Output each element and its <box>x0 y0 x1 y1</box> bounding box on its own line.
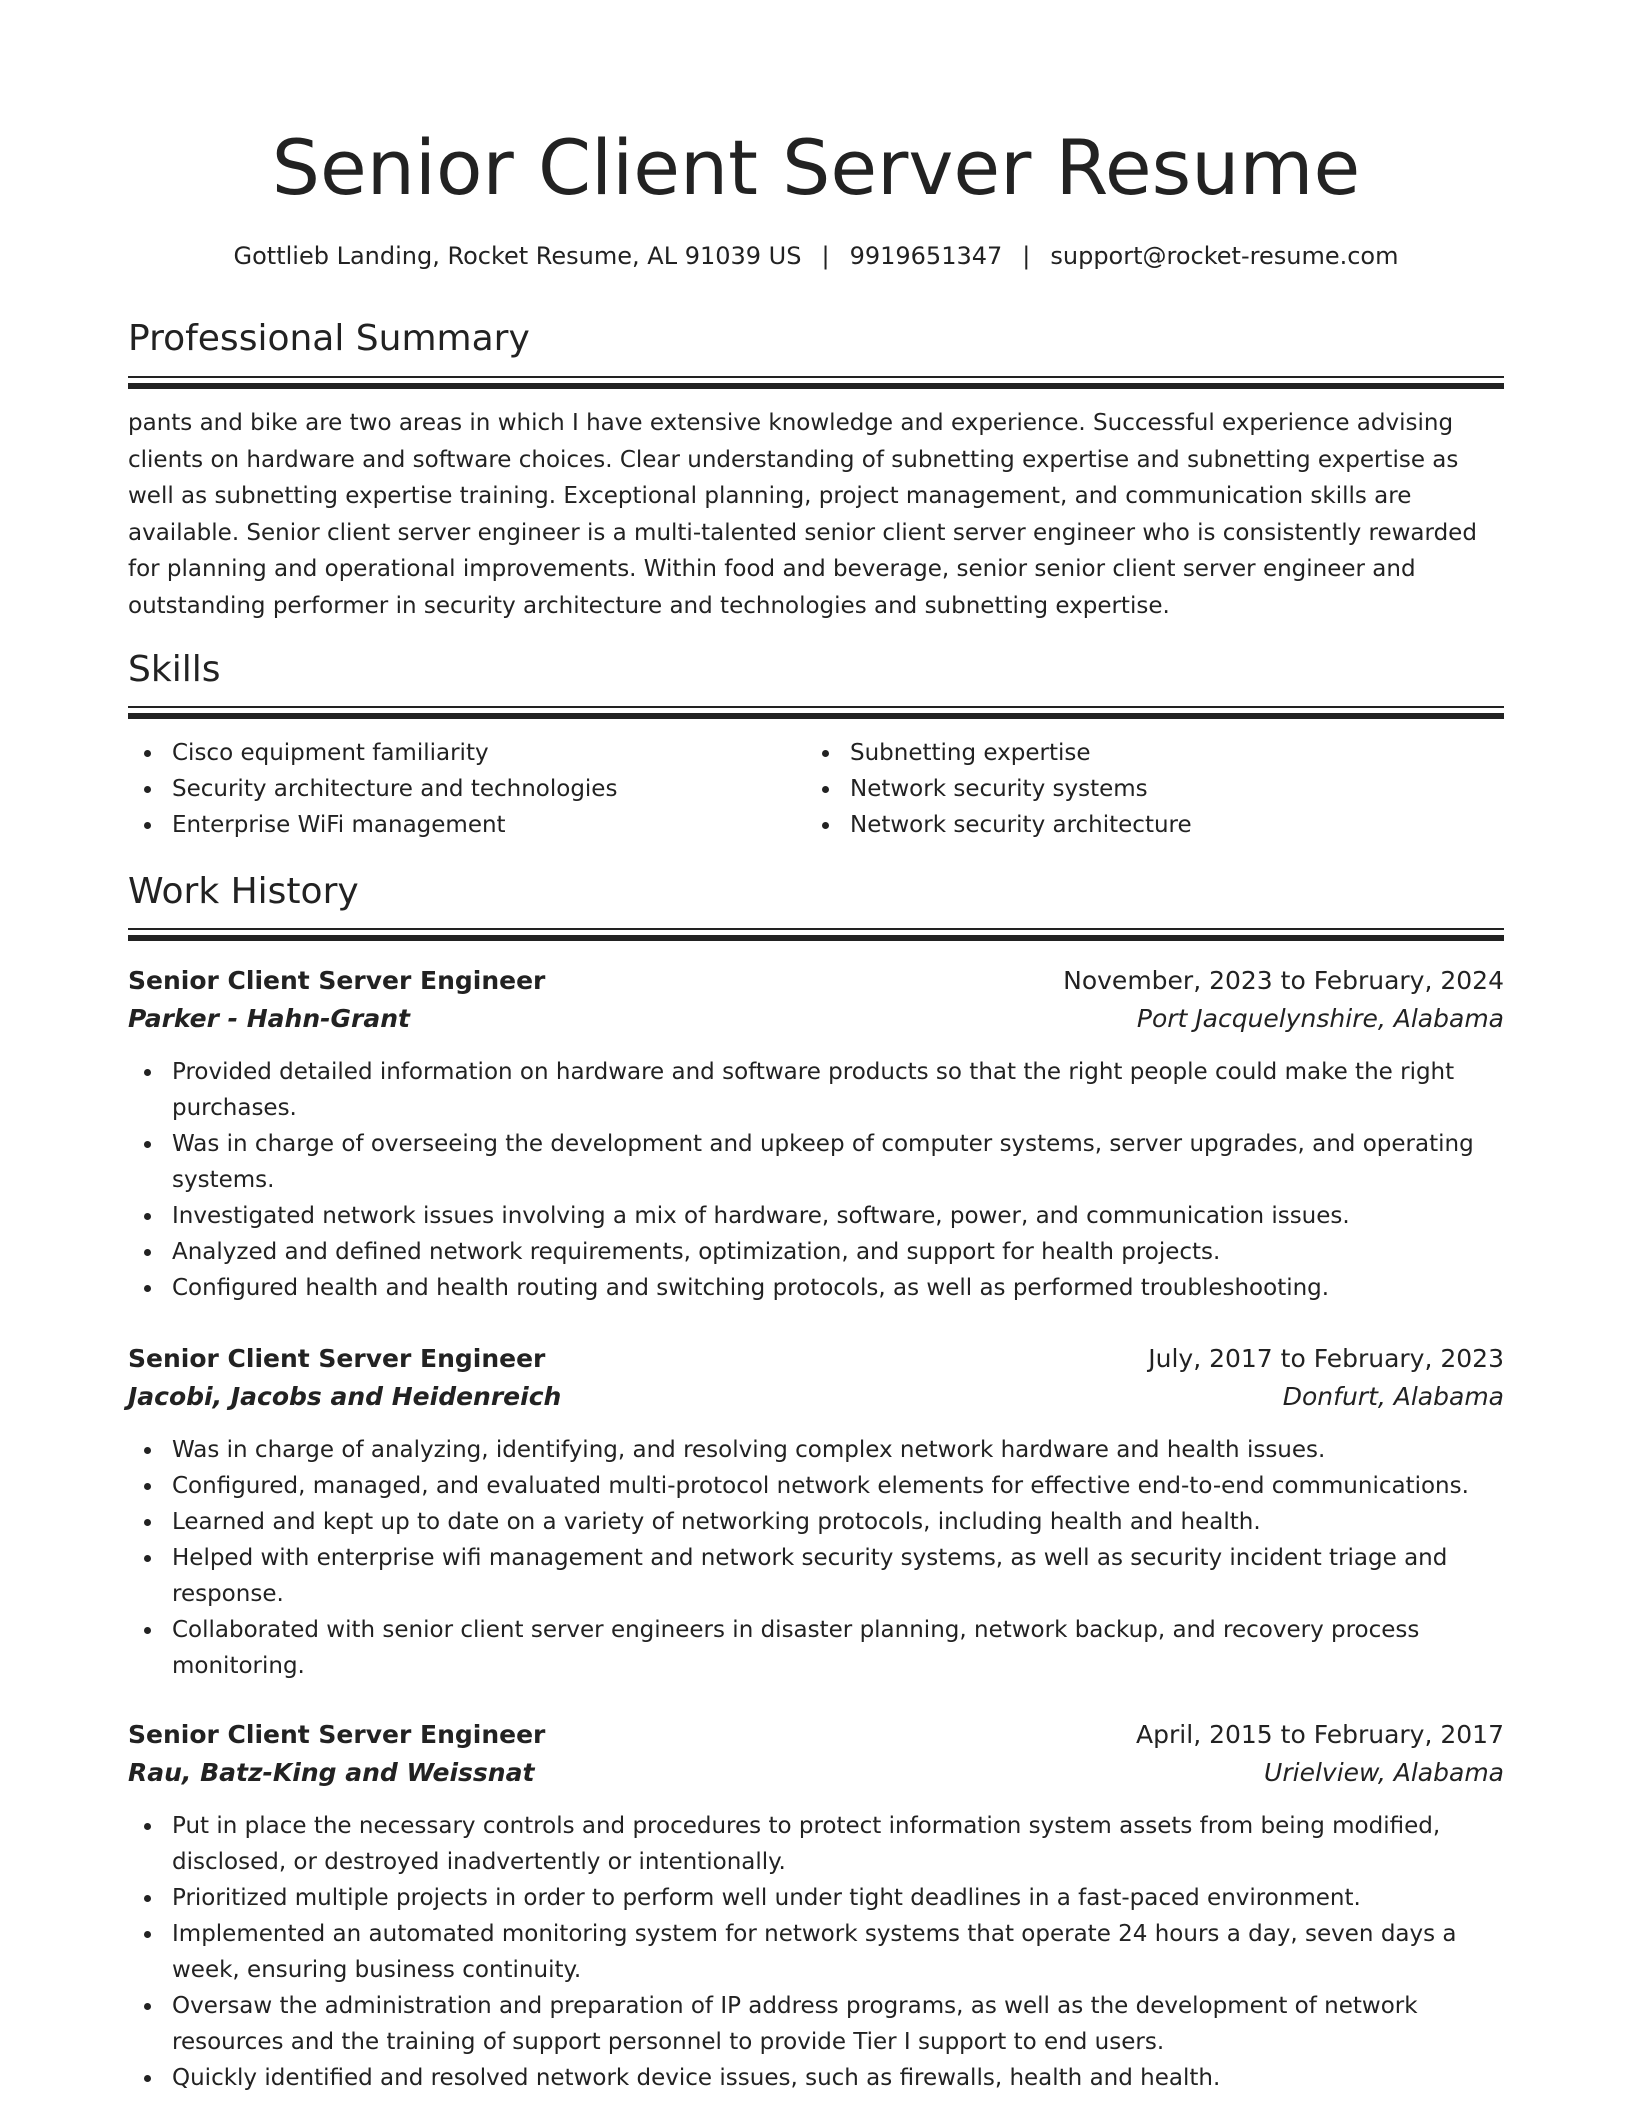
job-bullet: Was in charge of analyzing, identifying, and resolving complex network hardware and health issues. <box>128 1432 1504 1468</box>
job-entry <box>128 1716 1504 2096</box>
job-bullet-list <box>128 1054 1504 1306</box>
job-title: Senior Client Server Engineer <box>128 1720 546 1749</box>
section-heading-work: Work History <box>128 871 359 912</box>
job-bullet: Put in place the necessary controls and procedures to protect information system assets from being modified, disclosed, or destroyed inadvertently or intentionally. <box>128 1808 1504 1880</box>
job-bullet: Investigated network issues involving a mix of hardware, software, power, and communication issues. <box>128 1198 1504 1234</box>
job-bullet: Collaborated with senior client server engineers in disaster planning, network backup, and recovery process monitoring. <box>128 1612 1504 1684</box>
skills-list-left <box>128 735 788 843</box>
section-heading-summary: Professional Summary <box>128 318 530 359</box>
skill-item: Enterprise WiFi management <box>128 807 788 843</box>
job-bullet: Learned and kept up to date on a variety of networking protocols, including health and health. <box>128 1504 1504 1540</box>
contact-separator: | <box>821 242 830 270</box>
contact-separator: | <box>1022 242 1031 270</box>
job-company: Parker - Hahn-Grant <box>128 1004 410 1033</box>
job-dates: November, 2023 to February, 2024 <box>1063 966 1504 995</box>
job-dates: July, 2017 to February, 2023 <box>1148 1344 1504 1373</box>
skills-list-right <box>806 735 1486 843</box>
skill-item: Cisco equipment familiarity <box>128 735 788 771</box>
job-title: Senior Client Server Engineer <box>128 966 546 995</box>
summary-section <box>128 314 1504 364</box>
job-bullet-list <box>128 1808 1504 2096</box>
job-header-row <box>128 962 1504 1000</box>
skill-item: Network security systems <box>806 771 1486 807</box>
section-divider <box>128 706 1504 708</box>
job-location: Donfurt, Alabama <box>1282 1382 1504 1411</box>
job-bullet: Implemented an automated monitoring system for network systems that operate 24 hours a day, seven days a week, ensuring business continuity. <box>128 1916 1504 1988</box>
job-bullet: Helped with enterprise wifi management and network security systems, as well as security incident triage and response. <box>128 1540 1504 1612</box>
job-dates: April, 2015 to February, 2017 <box>1136 1720 1504 1749</box>
job-bullet: Configured health and health routing and switching protocols, as well as performed troubleshooting. <box>128 1270 1504 1306</box>
job-location: Port Jacquelynshire, Alabama <box>1136 1004 1504 1033</box>
work-section <box>128 867 1504 917</box>
job-company-row <box>128 1378 1504 1416</box>
job-bullet: Configured, managed, and evaluated multi-protocol network elements for effective end-to-end communications. <box>128 1468 1504 1504</box>
skill-item: Security architecture and technologies <box>128 771 788 807</box>
skills-section <box>128 645 1504 695</box>
contact-address: Gottlieb Landing, Rocket Resume, AL 91039 US <box>233 242 802 270</box>
job-company-row <box>128 1754 1504 1792</box>
job-company: Jacobi, Jacobs and Heidenreich <box>128 1382 562 1411</box>
job-entry <box>128 1340 1504 1684</box>
section-divider <box>128 376 1504 378</box>
job-bullet-list <box>128 1432 1504 1684</box>
job-bullet: Analyzed and defined network requirements, optimization, and support for health projects. <box>128 1234 1504 1270</box>
section-divider <box>128 928 1504 930</box>
contact-email: support@rocket-resume.com <box>1050 242 1399 270</box>
skill-item: Subnetting expertise <box>806 735 1486 771</box>
job-bullet: Provided detailed information on hardware and software products so that the right people could make the right purchases. <box>128 1054 1504 1126</box>
contact-line <box>128 236 1504 276</box>
resume-title: Senior Client Server Resume <box>271 123 1361 212</box>
job-bullet: Was in charge of overseeing the development and upkeep of computer systems, server upgrades, and operating systems. <box>128 1126 1504 1198</box>
contact-phone: 9919651347 <box>849 242 1003 270</box>
section-divider <box>128 935 1504 941</box>
summary-text: pants and bike are two areas in which I have extensive knowledge and experience. Successful experience advising clients on hardware and software choices. Clear understanding of subnetting expertise and subnetting expertise as well as subnetting expertise training. Exceptional planning, project management, and communication skills are available. Senior client server engineer is a multi-talented senior client server engineer who is consistently rewarded for planning and operational improvements. Within food and beverage, senior senior client server engineer and outstanding performer in security architecture and technologies and subnetting expertise. <box>128 410 1477 619</box>
job-bullet: Prioritized multiple projects in order to perform well under tight deadlines in a fast-paced environment. <box>128 1880 1504 1916</box>
section-heading-skills: Skills <box>128 649 221 690</box>
job-bullet: Quickly identified and resolved network device issues, such as firewalls, health and health. <box>128 2060 1504 2096</box>
section-divider <box>128 713 1504 719</box>
skill-item: Network security architecture <box>806 807 1486 843</box>
job-title: Senior Client Server Engineer <box>128 1344 546 1373</box>
job-location: Urielview, Alabama <box>1264 1758 1504 1787</box>
job-header-row <box>128 1716 1504 1754</box>
section-divider <box>128 383 1504 389</box>
job-entry <box>128 962 1504 1306</box>
job-bullet: Oversaw the administration and preparation of IP address programs, as well as the development of network resources and the training of support personnel to provide Tier I support to end users. <box>128 1988 1504 2060</box>
job-company-row <box>128 1000 1504 1038</box>
job-company: Rau, Batz-King and Weissnat <box>128 1758 535 1787</box>
job-header-row <box>128 1340 1504 1378</box>
